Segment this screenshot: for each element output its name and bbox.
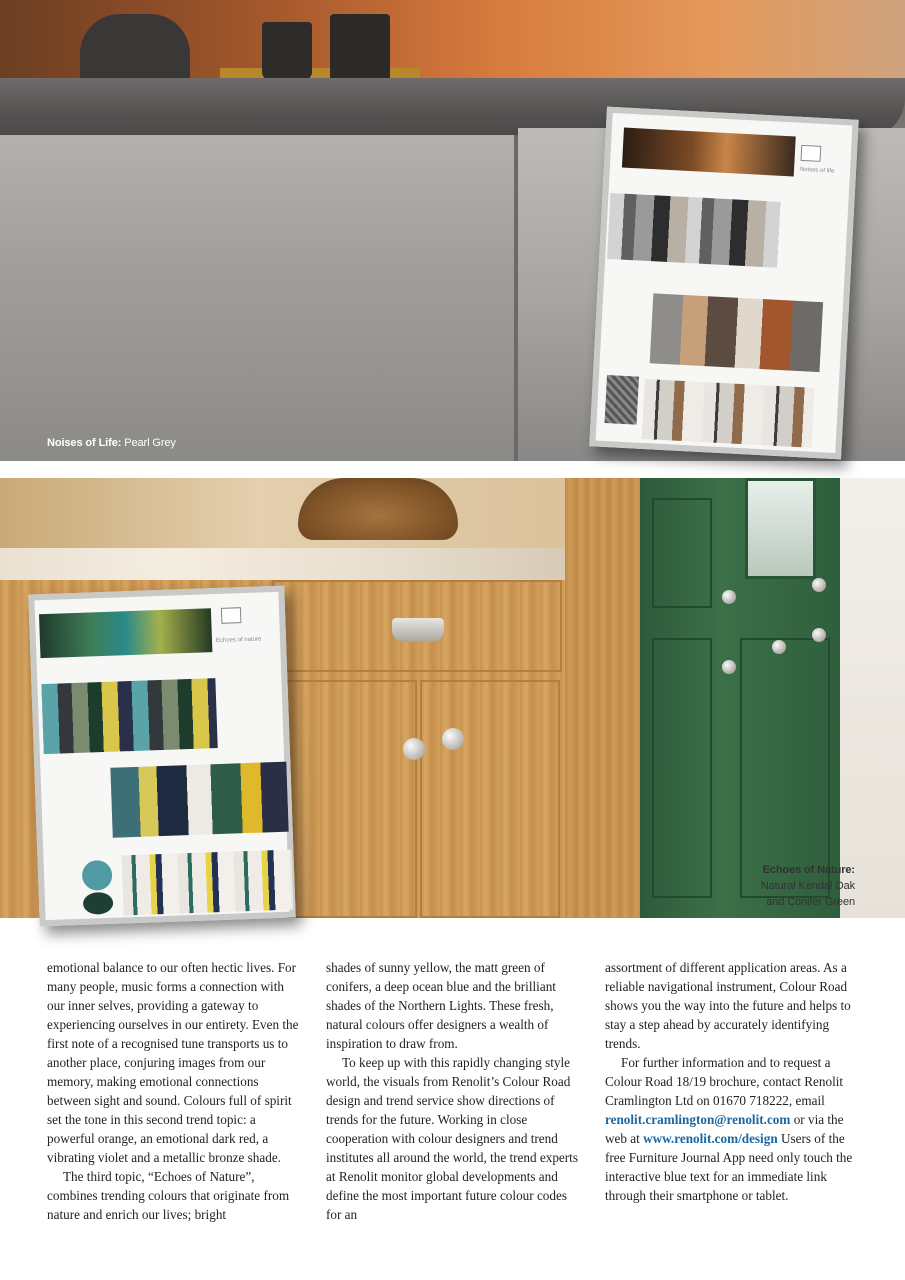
mug — [330, 14, 390, 86]
paragraph: The third topic, “Echoes of Nature”, combines trending colours that originate from nature and enrich our lives; bright — [47, 1169, 290, 1222]
door-knob — [812, 578, 826, 592]
moodboard-fashion-strip — [607, 193, 780, 268]
oak-tall-unit — [565, 478, 640, 918]
door-knob — [772, 640, 786, 654]
door-knob — [442, 728, 464, 750]
oak-door — [282, 680, 417, 918]
colour-road-logo — [221, 607, 242, 624]
green-door-panel — [740, 638, 830, 898]
caption-text: Pearl Grey — [121, 437, 176, 449]
mug — [262, 22, 312, 80]
moodboard-banner-image — [622, 128, 796, 177]
napkin-holder — [80, 14, 190, 86]
article-column-2 — [326, 958, 578, 1224]
moodboard-interiors-strip — [110, 762, 288, 838]
caption-echoes-of-nature — [761, 862, 855, 910]
paragraph: shades of sunny yellow, the matt green of conifers, a deep ocean blue and the brilliant shades of the Northern Lights. These fresh, natural colours offer designers a wealth of inspiration to draw from. — [326, 960, 556, 1051]
moodboard-label: Echoes of nature — [215, 636, 262, 645]
email-link[interactable]: renolit.cramlington@renolit.com — [605, 1112, 791, 1127]
moodboard-swatch-circle — [83, 892, 114, 915]
oven-window — [745, 478, 816, 579]
moodboard-objects-strip — [121, 850, 293, 916]
app-note-text: Users of the free Furniture Journal App need only touch the interactive blue text for an immediate link through their smartphone or tablet. — [605, 1131, 853, 1203]
cup-handle — [392, 618, 444, 642]
website-link[interactable]: www.renolit.com/design — [643, 1131, 778, 1146]
door-knob — [722, 660, 736, 674]
moodboard-swatch-circle — [82, 860, 113, 891]
green-door-panel — [652, 498, 712, 608]
door-knob — [812, 628, 826, 642]
caption-title: Noises of Life: — [47, 437, 122, 449]
article-column-1 — [47, 958, 299, 1224]
caption-line: Natural Kendal Oak — [760, 880, 855, 892]
oak-door — [420, 680, 560, 918]
moodboard-label: Noises of life — [799, 166, 835, 175]
caption-noises-of-life — [47, 435, 176, 451]
paragraph: To keep up with this rapidly changing style world, the visuals from Renolit’s Colour Road design and trend service show directions of trends for the future. Working in close cooperation with colour designers and trend institutes all around the world, the trend experts at Renolit monitor global developments and define the most important future colour codes for an — [326, 1055, 578, 1222]
paragraph: emotional balance to our often hectic lives. For many people, music forms a connection with our inner selves, providing a gateway to experiencing ourselves in our entirety. Even the first note of a recognised tune transports us to another place, conjuring images from our memory, making emotional connections between sight and sound. Colours full of spirit set the tone in this second trend topic: a powerful orange, an emotional dark red, a vibrating violet and a metallic bronze shade. — [47, 960, 299, 1165]
moodboard-noises-of-life — [589, 107, 858, 460]
moodboard-banner-image — [39, 608, 212, 658]
moodboard-fashion-strip — [41, 678, 217, 754]
contact-text: or via the web at — [605, 1112, 844, 1146]
cabinet-door — [0, 135, 515, 461]
moodboard-texture-swatch — [605, 375, 639, 425]
background-wall — [840, 478, 905, 918]
moodboard-echoes-of-nature — [28, 586, 295, 927]
quartz-worktop — [0, 548, 565, 580]
moodboard-interiors-strip — [650, 293, 823, 372]
paragraph-contact — [605, 1053, 857, 1205]
paragraph: assortment of different application areas. As a reliable navigational instrument, Colour Road shows you the way into the future and helps to stay a step ahead by accurately identifying trends. — [605, 960, 851, 1051]
colour-road-logo — [800, 145, 821, 162]
door-knob — [403, 738, 425, 760]
caption-line: and Conifer Green — [766, 896, 855, 908]
moodboard-objects-strip — [642, 379, 815, 448]
door-knob — [722, 590, 736, 604]
contact-text: For further information and to request a Colour Road 18/19 brochure, contact Renolit Cramlington Ltd on 01670 718222, email — [605, 1055, 844, 1108]
article-column-3 — [605, 958, 857, 1205]
bread-loaf — [298, 478, 458, 540]
green-door-panel — [652, 638, 712, 898]
caption-title: Echoes of Nature: — [762, 864, 855, 876]
